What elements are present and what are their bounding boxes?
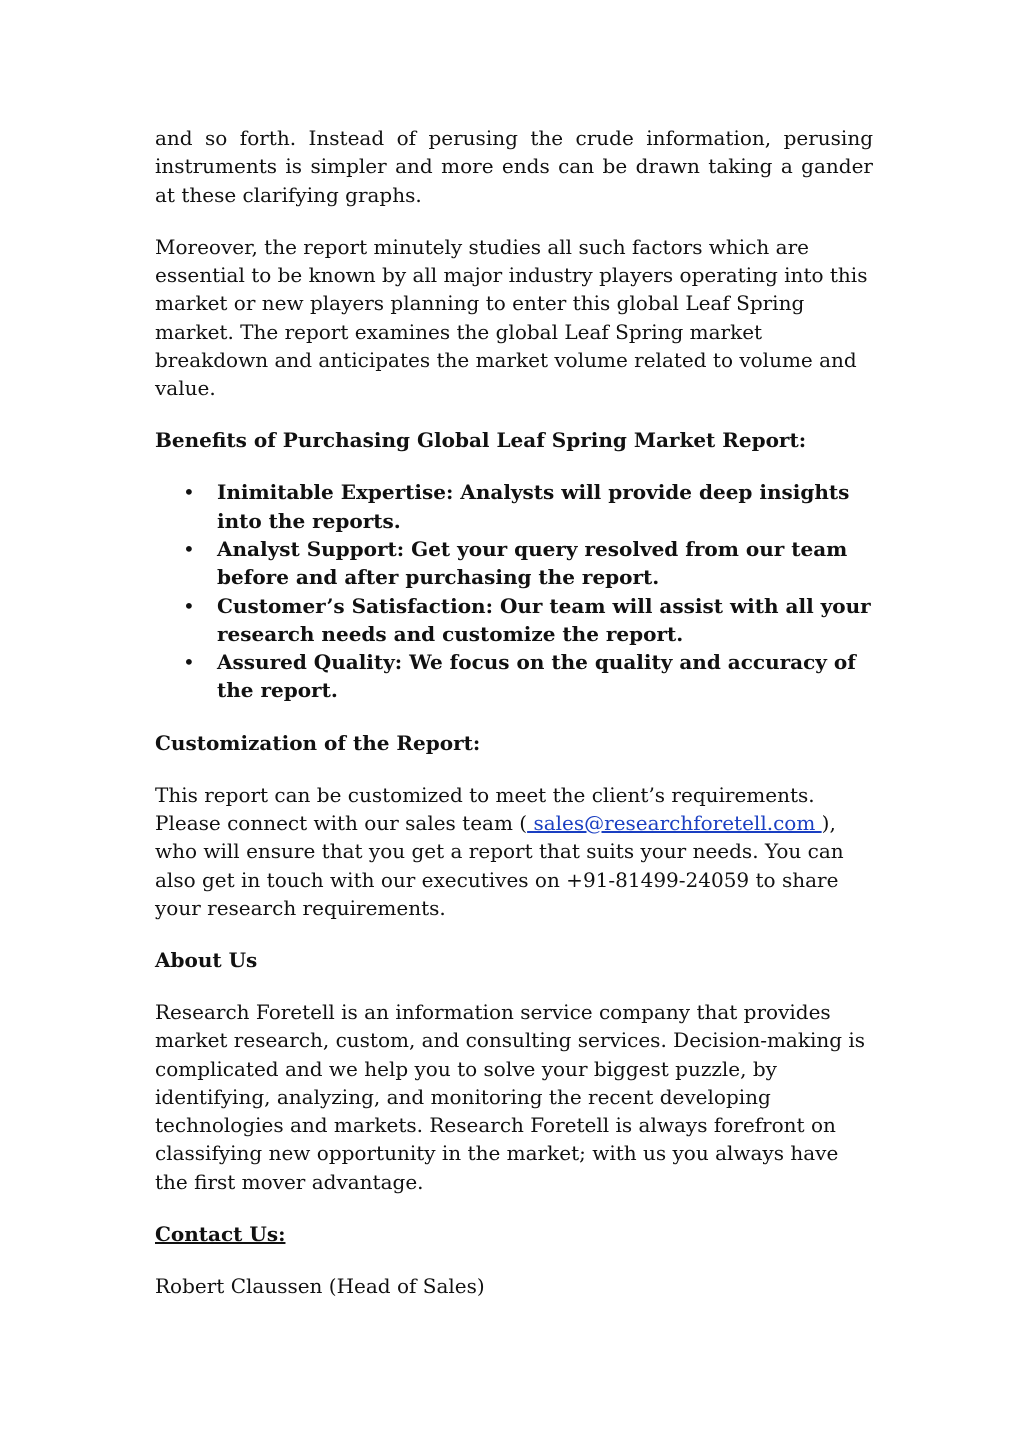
contact-name: Robert Claussen (Head of Sales): [155, 1273, 485, 1298]
intro-paragraph: and so forth. Instead of perusing the crude information, perusing instruments is simpler and more ends can be drawn taking a gander at these clarifying graphs.: [155, 126, 873, 207]
list-item: [155, 535, 873, 592]
list-item: [155, 478, 873, 535]
customization-heading: Customization of the Report:: [155, 730, 481, 755]
benefit-text: Assured Quality: We focus on the quality and accuracy of the report.: [217, 650, 856, 703]
about-paragraph: Research Foretell is an information service company that provides market research, custom, and consulting services. Decision-making is complicated and we help you to solve your biggest puzzle, by identifying, analyzing, and monitoring the recent developing technologies and markets. Research Foretell is always forefront on classifying new opportunity in the market; with us you always have the first mover advantage.: [155, 1000, 866, 1194]
contact-heading: Contact Us:: [155, 1221, 286, 1246]
list-item: [155, 592, 873, 649]
benefits-list: [155, 478, 873, 704]
customization-text-before: This report can be customized to meet the client’s requirements. Please connect with our sales team (: [155, 782, 815, 835]
bullet-icon: •: [183, 650, 195, 675]
about-heading: About Us: [155, 947, 258, 972]
customization-paragraph: [155, 781, 873, 922]
list-item: [155, 648, 873, 705]
moreover-paragraph: Moreover, the report minutely studies all such factors which are essential to be known by all major industry players operating into this market or new players planning to enter this global Leaf Spring market. The report examines the global Leaf Spring market breakdown and anticipates the market volume related to volume and value.: [155, 234, 868, 401]
document-page: [155, 124, 873, 1324]
customization-text-after: ), who will ensure that you get a report that suits your needs. You can also get in touch with our executives on +91-81499-24059 to share your research requirements.: [155, 810, 844, 920]
benefits-heading: Benefits of Purchasing Global Leaf Spring Market Report:: [155, 428, 807, 453]
benefit-text: Customer’s Satisfaction: Our team will assist with all your research needs and customize the report.: [217, 593, 871, 646]
bullet-icon: •: [183, 480, 195, 505]
bullet-icon: •: [183, 536, 195, 561]
benefit-text: Analyst Support: Get your query resolved from our team before and after purchasing the report.: [217, 536, 848, 590]
sales-email-link[interactable]: sales@researchforetell.com: [527, 810, 822, 835]
bullet-icon: •: [183, 593, 195, 618]
benefit-text: Inimitable Expertise: Analysts will provide deep insights into the reports.: [217, 480, 850, 533]
